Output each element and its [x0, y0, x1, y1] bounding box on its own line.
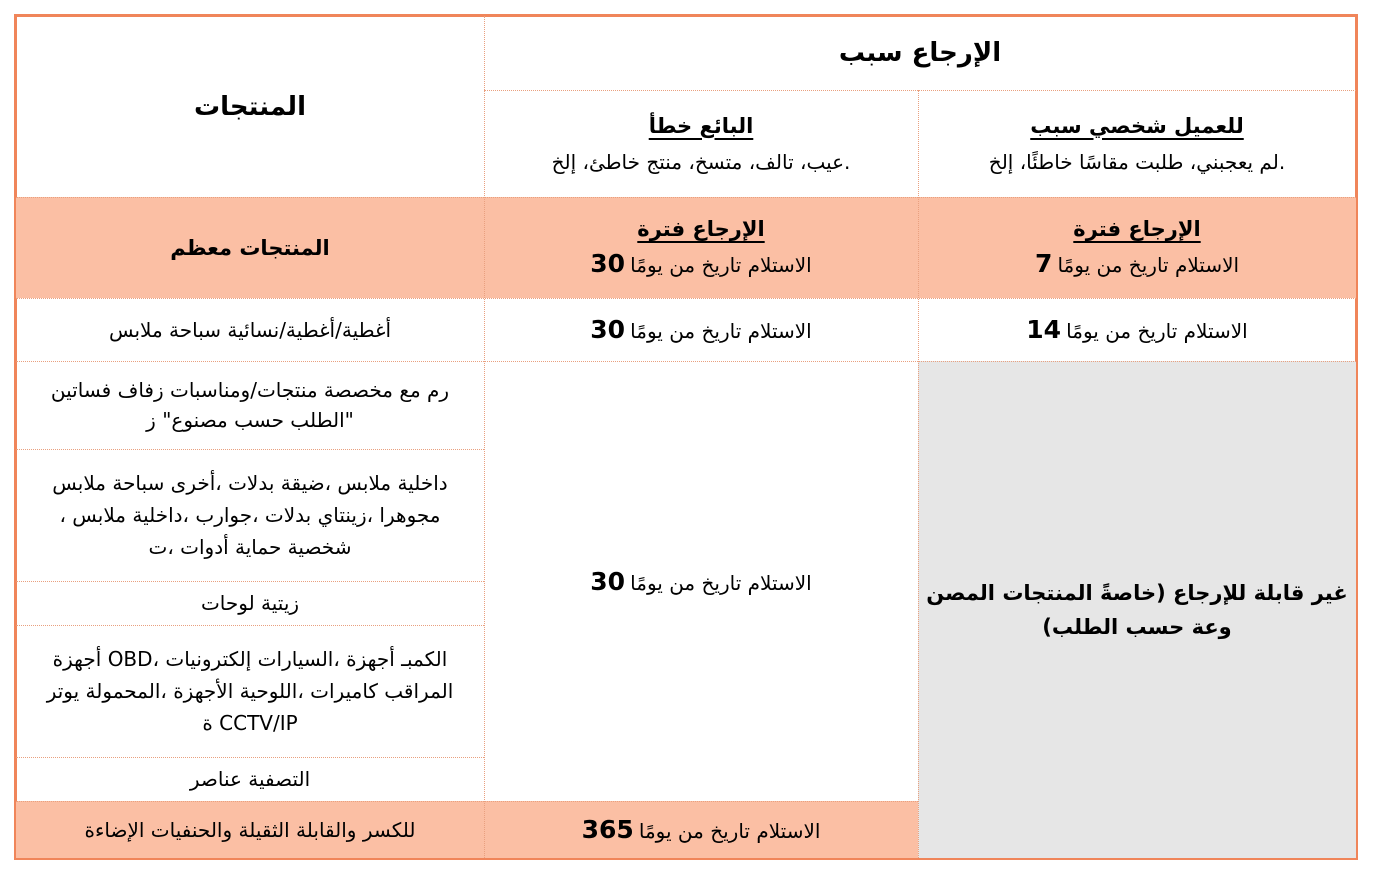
non-returnable-line1: غير قابلة للإرجاع (خاصةً المنتجات المصن [926, 580, 1348, 605]
swimwear-seller-days: 30 [590, 315, 626, 344]
swimwear-customer-cell [918, 298, 1356, 361]
product-line: رم مع مخصصة منتجات/ومناسبات زفاف فساتين [50, 378, 450, 402]
special-seller-text: الاستلام تاريخ من يومًا [630, 570, 812, 595]
product-item-electronics [16, 625, 484, 757]
seller-error-examples: .عيب، تالف، متسخ، منتج خاطئ، إلخ [551, 149, 851, 174]
seller-error-title: البائع خطأ [648, 113, 754, 138]
special-seller-cell [484, 361, 918, 801]
product-line: زيتية لوحات [200, 591, 300, 615]
swimwear-seller-cell [484, 298, 918, 361]
customer-return-period-days: 7 [1034, 249, 1053, 278]
product-item-clearance [16, 757, 484, 801]
product-line: التصفية عناصر [189, 767, 311, 791]
customer-reason-examples: .لم يعجبني، طلبت مقاسًا خاطئًا، إلخ [988, 149, 1286, 174]
bulky-items-seller-text: الاستلام تاريخ من يومًا [638, 819, 821, 843]
product-item-paintings [16, 581, 484, 625]
product-item-dresses [16, 361, 484, 449]
customer-reason-header [918, 90, 1356, 197]
customer-reason-title: للعميل شخصي سبب [1030, 113, 1244, 138]
product-line: داخلية ملابس ،ضيقة بدلات ،أخرى سباحة ملابس [52, 471, 448, 495]
bulky-items-seller-days: 365 [581, 815, 634, 844]
non-returnable-line2: وعة حسب الطلب) [1042, 614, 1232, 639]
product-line: المراقب كاميرات ،اللوحية الأجهزة ،المحمولة يوتر [46, 679, 454, 703]
product-line: "الطلب حسب مصنوع" ز [146, 408, 354, 432]
most-products-label: المنتجات معظم [170, 235, 330, 260]
product-line: شخصية حماية أدوات ،ت [148, 535, 352, 559]
return-reason-header [484, 16, 1356, 90]
non-returnable-cell [918, 361, 1356, 858]
bulky-items-seller-value [582, 815, 821, 844]
seller-return-period-title: الإرجاع فترة [637, 217, 765, 241]
swimwear-seller-text: الاستلام تاريخ من يومًا [630, 319, 812, 343]
products-header-label: المنتجات [194, 91, 306, 122]
special-seller-days: 30 [590, 566, 626, 596]
customer-return-period-value [1035, 249, 1239, 278]
seller-error-header [484, 90, 918, 197]
customer-return-period-title: الإرجاع فترة [1073, 217, 1201, 241]
seller-return-period-value [590, 249, 811, 278]
swimwear-seller-value [590, 315, 811, 344]
product-item-underwear [16, 449, 484, 581]
bulky-items-label: للكسر والقابلة الثقيلة والحنفيات الإضاءة [84, 817, 416, 842]
most-products-label-cell [16, 197, 484, 298]
swimwear-label: أغطية/أغطية/نسائية سباحة ملابس [108, 317, 392, 342]
bulky-items-seller-cell [484, 801, 918, 858]
product-line: الكمبـ أجهزة ،السيارات إلكترونيات ،OBD أجهزة [52, 647, 448, 671]
swimwear-customer-value [1026, 315, 1247, 344]
product-line: مجوهرا ،زينتاي بدلات ،جوارب ،داخلية ملابس ، [59, 503, 441, 527]
return-reason-label: الإرجاع سبب [838, 38, 1002, 68]
product-line: CCTV/IP ة [202, 711, 298, 735]
swimwear-label-cell [16, 298, 484, 361]
swimwear-customer-text: الاستلام تاريخ من يومًا [1066, 319, 1248, 343]
bulky-items-label-cell [16, 801, 484, 858]
seller-return-period-days: 30 [590, 249, 626, 278]
customer-return-period-cell [918, 197, 1356, 298]
special-seller-value [590, 567, 811, 596]
customer-return-period-text: الاستلام تاريخ من يومًا [1057, 253, 1240, 277]
seller-return-period-cell [484, 197, 918, 298]
seller-return-period-text: الاستلام تاريخ من يومًا [630, 253, 812, 277]
swimwear-customer-days: 14 [1026, 315, 1062, 344]
products-header [16, 16, 484, 197]
